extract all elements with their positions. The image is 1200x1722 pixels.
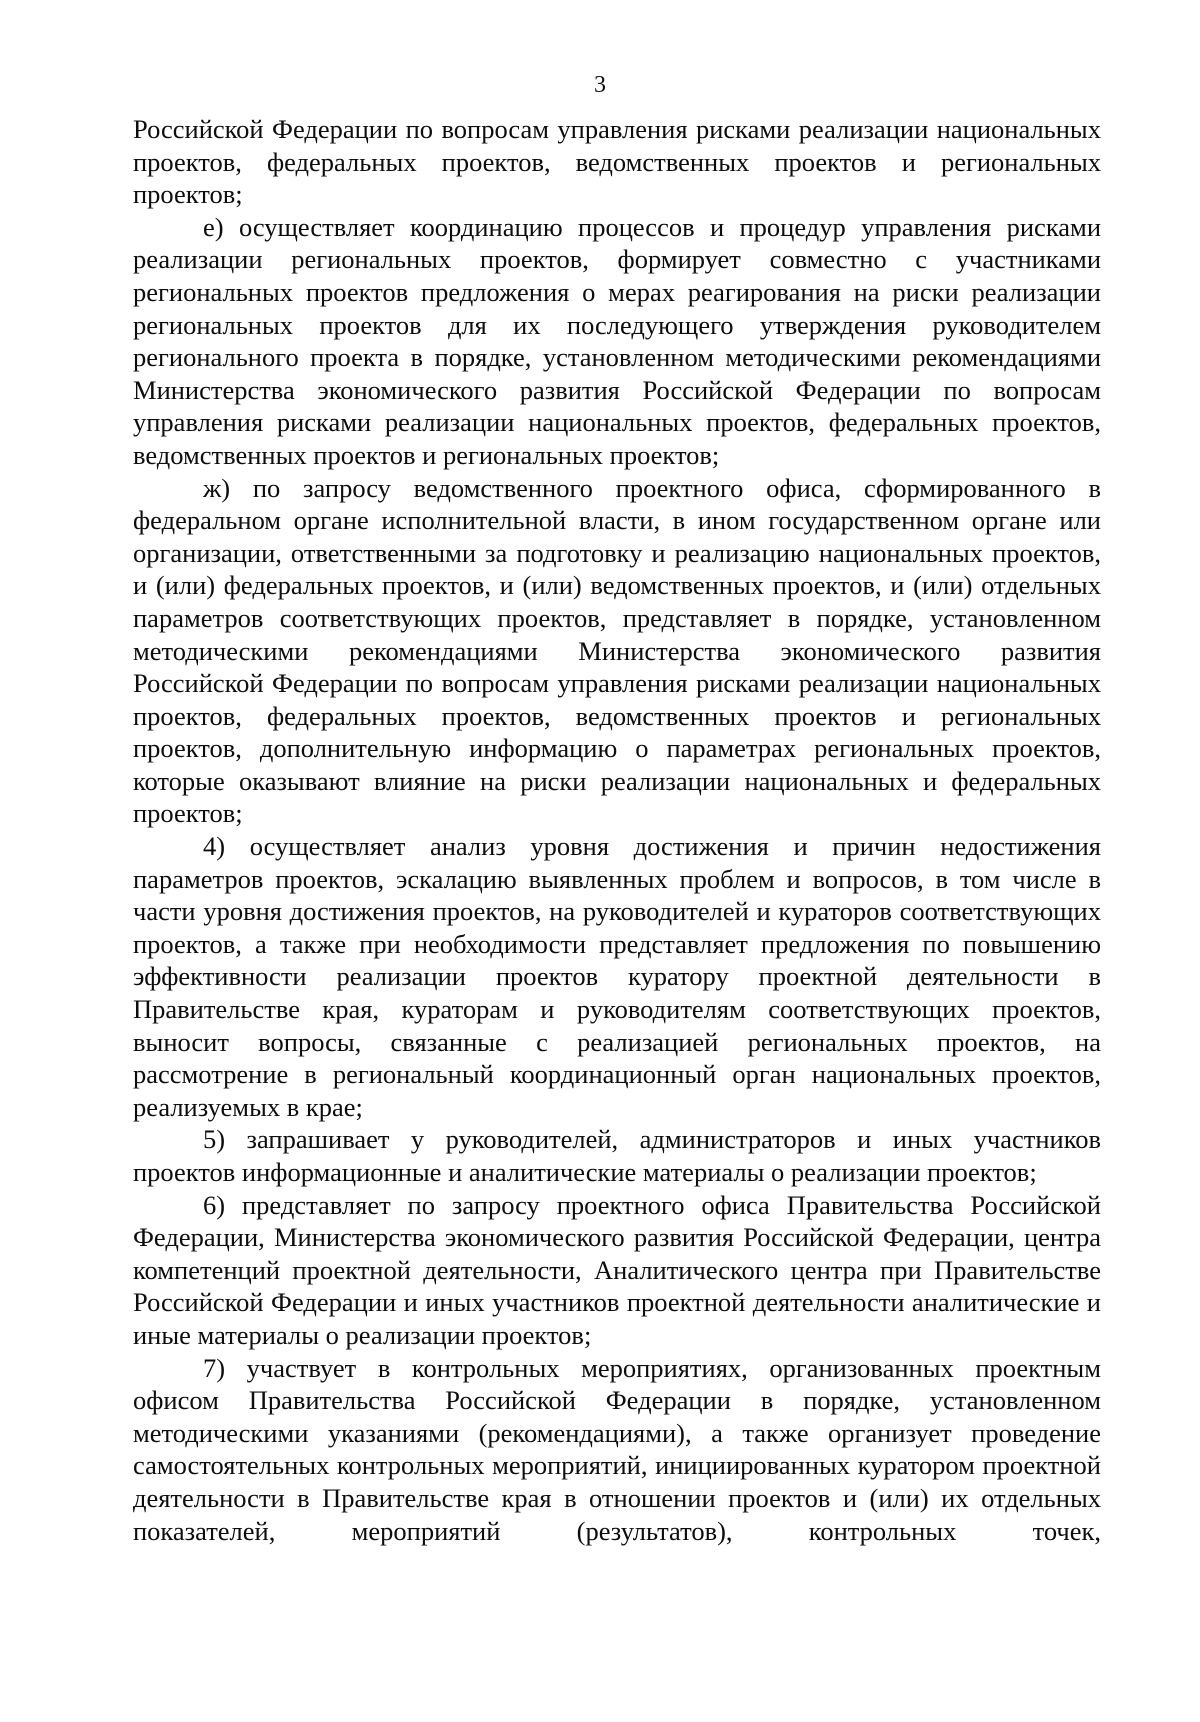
document-body: [133, 113, 1101, 1547]
paragraph-item-6: 6) представляет по запросу проектного офиса Правительства Российской Федерации, Министерства экономического развития Российской Федерации, центра компетенций проектной деятельности, Аналитического центра при Правительстве Российской Федерации и иных участников проектной деятельности аналитические и иные материалы о реализации проектов;: [133, 1189, 1101, 1350]
paragraph-item-zh: ж) по запросу ведомственного проектного офиса, сформированного в федеральном органе исполнительной власти, в ином государственном органе или организации, ответственными за подготовку и реализацию национальных проектов, и (или) федеральных проектов, и (или) ведомственных проектов, и (или) отдельных параметров соответствующих проектов, представляет в порядке, установленном методическими рекомендациями Министерства экономического развития Российской Федерации по вопросам управления рисками реализации национальных проектов, федеральных проектов, ведомственных проектов и региональных проектов, дополнительную информацию о параметрах региональных проектов, которые оказывают влияние на риски реализации национальных и федеральных проектов;: [133, 472, 1101, 829]
paragraph-continuation: Российской Федерации по вопросам управления рисками реализации национальных проектов, федеральных проектов, ведомственных проектов и региональных проектов;: [133, 114, 1101, 210]
paragraph-item-5: 5) запрашивает у руководителей, администраторов и иных участников проектов информационные и аналитические материалы о реализации проектов;: [133, 1124, 1101, 1187]
page-number: 3: [594, 72, 606, 98]
paragraph-item-7: 7) участвует в контрольных мероприятиях, организованных проектным офисом Правительства Российской Федерации в порядке, установленном методическими указаниями (рекомендациями), а также организует проведение самостоятельных контрольных мероприятий, инициированных куратором проектной деятельности в Правительстве края в отношении проектов и (или) их отдельных показателей, мероприятий (результатов), контрольных точек,: [133, 1352, 1101, 1546]
paragraph-item-e: е) осуществляет координацию процессов и процедур управления рисками реализации региональных проектов, формирует совместно с участниками региональных проектов предложения о мерах реагирования на риски реализации региональных проектов для их последующего утверждения руководителем регионального проекта в порядке, установленном методическими рекомендациями Министерства экономического развития Российской Федерации по вопросам управления рисками реализации национальных проектов, федеральных проектов, ведомственных проектов и региональных проектов;: [133, 211, 1101, 470]
paragraph-item-4: 4) осуществляет анализ уровня достижения и причин недостижения параметров проектов, эскалацию выявленных проблем и вопросов, в том числе в части уровня достижения проектов, на руководителей и кураторов соответствующих проектов, а также при необходимости представляет предложения по повышению эффективности реализации проектов куратору проектной деятельности в Правительстве края, кураторам и руководителям соответствующих проектов, выносит вопросы, связанные с реализацией региональных проектов, на рассмотрение в региональный координационный орган национальных проектов, реализуемых в крае;: [133, 831, 1101, 1122]
